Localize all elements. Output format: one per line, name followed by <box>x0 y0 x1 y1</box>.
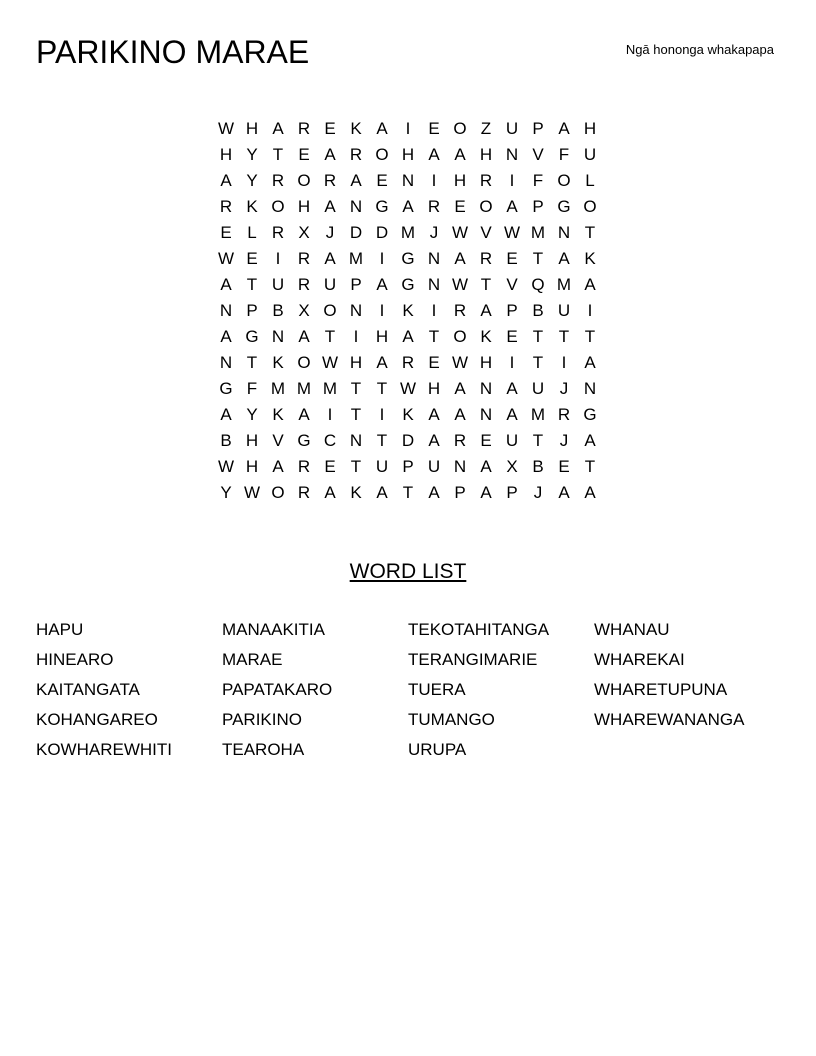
grid-letter: T <box>376 379 388 398</box>
grid-letter: H <box>245 431 259 450</box>
grid-letter: I <box>379 301 385 320</box>
grid-letter: N <box>349 431 363 450</box>
grid-letter: O <box>271 483 285 502</box>
grid-letter: C <box>323 431 337 450</box>
grid-letter: R <box>323 171 337 190</box>
grid-letter: B <box>272 301 284 320</box>
word-list-item: URUPA <box>408 740 467 759</box>
grid-letter: T <box>584 457 596 476</box>
grid-letter: V <box>532 145 544 164</box>
grid-letter: T <box>584 327 596 346</box>
word-list-item: KOHANGAREO <box>36 710 158 729</box>
grid-letter: T <box>376 431 388 450</box>
grid-letter: R <box>479 171 493 190</box>
grid-letter: D <box>401 431 415 450</box>
grid-letter: D <box>375 223 389 242</box>
grid-letter: H <box>297 197 311 216</box>
grid-letter: O <box>271 197 285 216</box>
word-list-heading: WORD LIST <box>349 560 467 583</box>
grid-letter: X <box>506 457 518 476</box>
grid-letter: O <box>479 197 493 216</box>
grid-letter: A <box>324 197 336 216</box>
grid-letter: A <box>480 483 492 502</box>
grid-letter: L <box>247 223 257 242</box>
grid-row <box>213 194 603 220</box>
word-list-item: TEAROHA <box>222 740 305 759</box>
grid-letter: E <box>324 457 336 476</box>
grid-letter: T <box>272 145 284 164</box>
grid-letter: A <box>402 197 414 216</box>
grid-letter: W <box>503 223 521 242</box>
grid-letter: R <box>297 457 311 476</box>
word-list-item: TERANGIMARIE <box>408 650 538 669</box>
grid-letter: I <box>509 171 515 190</box>
grid-letter: E <box>558 457 570 476</box>
grid-letter: P <box>506 301 518 320</box>
grid-row <box>213 480 603 506</box>
grid-letter: A <box>376 275 388 294</box>
grid-letter: E <box>480 431 492 450</box>
grid-letter: R <box>349 145 363 164</box>
word-list-item: WHAREWANANGA <box>594 710 745 729</box>
word-list-item: MARAE <box>222 650 283 669</box>
grid-letter: M <box>400 223 416 242</box>
grid-letter: H <box>349 353 363 372</box>
grid-letter: R <box>453 301 467 320</box>
grid-letter: E <box>428 353 440 372</box>
grid-letter: B <box>532 457 544 476</box>
grid-letter: T <box>532 353 544 372</box>
grid-row <box>213 324 603 350</box>
grid-row <box>213 454 603 480</box>
grid-letter: B <box>532 301 544 320</box>
grid-letter: T <box>532 327 544 346</box>
word-list-item: HAPU <box>36 620 84 639</box>
grid-letter: J <box>559 379 569 398</box>
grid-letter: O <box>557 171 571 190</box>
grid-letter: W <box>451 275 469 294</box>
grid-letter: G <box>557 197 571 216</box>
grid-letter: T <box>246 353 258 372</box>
grid-letter: I <box>275 249 281 268</box>
grid-letter: A <box>220 275 232 294</box>
grid-letter: N <box>427 249 441 268</box>
grid-letter: O <box>323 301 337 320</box>
grid-letter: E <box>324 119 336 138</box>
grid-letter: A <box>558 119 570 138</box>
grid-letter: O <box>453 119 467 138</box>
grid-letter: V <box>506 275 518 294</box>
grid-letter: A <box>324 145 336 164</box>
grid-letter: A <box>428 145 440 164</box>
grid-letter: R <box>297 249 311 268</box>
grid-letter: J <box>533 483 543 502</box>
grid-letter: A <box>454 249 466 268</box>
grid-letter: W <box>399 379 417 398</box>
grid-letter: A <box>376 483 388 502</box>
grid-letter: T <box>480 275 492 294</box>
grid-letter: U <box>583 145 597 164</box>
grid-row <box>213 116 603 142</box>
grid-letter: R <box>453 431 467 450</box>
grid-letter: U <box>323 275 337 294</box>
grid-letter: K <box>246 197 258 216</box>
grid-letter: J <box>429 223 439 242</box>
grid-letter: M <box>270 379 286 398</box>
grid-letter: W <box>451 223 469 242</box>
grid-letter: I <box>431 171 437 190</box>
grid-row <box>213 142 603 168</box>
grid-letter: E <box>428 119 440 138</box>
grid-letter: X <box>298 301 310 320</box>
grid-letter: U <box>505 119 519 138</box>
word-list-item: KOWHAREWHITI <box>36 740 172 759</box>
grid-letter: G <box>245 327 259 346</box>
word-list-item: PARIKINO <box>222 710 302 729</box>
grid-letter: W <box>217 457 235 476</box>
grid-letter: F <box>532 171 544 190</box>
grid-letter: T <box>246 275 258 294</box>
grid-letter: A <box>220 405 232 424</box>
grid-letter: H <box>453 171 467 190</box>
grid-letter: A <box>272 457 284 476</box>
grid-letter: R <box>401 353 415 372</box>
grid-letter: V <box>480 223 492 242</box>
grid-letter: H <box>479 353 493 372</box>
grid-letter: A <box>298 405 310 424</box>
grid-letter: A <box>350 171 362 190</box>
grid-letter: K <box>402 301 414 320</box>
word-list-item: HINEARO <box>36 650 114 669</box>
grid-letter: Q <box>531 275 545 294</box>
grid-letter: I <box>327 405 333 424</box>
grid-letter: R <box>271 223 285 242</box>
grid-row <box>213 376 603 402</box>
grid-letter: T <box>402 483 414 502</box>
grid-letter: Y <box>246 171 258 190</box>
page-subtitle: Ngā hononga whakapapa <box>625 42 774 57</box>
grid-letter: I <box>353 327 359 346</box>
grid-letter: K <box>402 405 414 424</box>
page-title: PARIKINO MARAE <box>36 34 310 70</box>
grid-letter: R <box>219 197 233 216</box>
grid-letter: O <box>583 197 597 216</box>
grid-letter: T <box>558 327 570 346</box>
word-list-item: MANAAKITIA <box>222 620 325 639</box>
grid-letter: A <box>454 145 466 164</box>
grid-letter: T <box>350 405 362 424</box>
grid-letter: W <box>321 353 339 372</box>
grid-letter: H <box>245 119 259 138</box>
grid-row <box>213 220 603 246</box>
grid-letter: B <box>220 431 232 450</box>
grid-letter: A <box>324 483 336 502</box>
grid-letter: N <box>505 145 519 164</box>
grid-letter: R <box>297 483 311 502</box>
grid-letter: Y <box>246 145 258 164</box>
grid-letter: A <box>324 249 336 268</box>
grid-letter: A <box>298 327 310 346</box>
grid-letter: M <box>556 275 572 294</box>
grid-letter: R <box>479 249 493 268</box>
grid-letter: A <box>506 379 518 398</box>
grid-letter: E <box>506 249 518 268</box>
grid-letter: P <box>532 119 544 138</box>
grid-letter: T <box>324 327 336 346</box>
grid-letter: K <box>272 353 284 372</box>
grid-letter: O <box>297 353 311 372</box>
grid-letter: H <box>583 119 597 138</box>
grid-letter: T <box>584 223 596 242</box>
grid-letter: A <box>220 171 232 190</box>
grid-letter: F <box>246 379 258 398</box>
grid-letter: U <box>531 379 545 398</box>
grid-letter: T <box>350 379 362 398</box>
word-list-item: PAPATAKARO <box>222 680 333 699</box>
grid-letter: A <box>376 353 388 372</box>
grid-letter: N <box>479 379 493 398</box>
grid-letter: X <box>298 223 310 242</box>
grid-letter: Z <box>480 119 492 138</box>
grid-letter: P <box>402 457 414 476</box>
grid-letter: H <box>401 145 415 164</box>
grid-row <box>213 350 603 376</box>
grid-letter: R <box>297 275 311 294</box>
grid-letter: R <box>271 171 285 190</box>
grid-letter: M <box>530 405 546 424</box>
grid-letter: G <box>401 249 415 268</box>
word-list-item: WHAREKAI <box>594 650 685 669</box>
grid-letter: I <box>561 353 567 372</box>
grid-letter: U <box>271 275 285 294</box>
grid-letter: E <box>376 171 388 190</box>
grid-letter: H <box>219 145 233 164</box>
grid-letter: D <box>349 223 363 242</box>
word-search-grid <box>213 116 603 506</box>
grid-letter: O <box>453 327 467 346</box>
word-list-item: TUERA <box>408 680 466 699</box>
grid-letter: R <box>427 197 441 216</box>
grid-letter: V <box>272 431 284 450</box>
grid-letter: H <box>427 379 441 398</box>
grid-letter: M <box>322 379 338 398</box>
grid-letter: H <box>479 145 493 164</box>
grid-letter: E <box>298 145 310 164</box>
grid-letter: A <box>584 353 596 372</box>
grid-letter: F <box>558 145 570 164</box>
grid-letter: W <box>217 119 235 138</box>
grid-letter: U <box>557 301 571 320</box>
grid-letter: W <box>451 353 469 372</box>
grid-letter: U <box>375 457 389 476</box>
grid-letter: H <box>375 327 389 346</box>
grid-letter: I <box>405 119 411 138</box>
grid-letter: G <box>401 275 415 294</box>
grid-letter: I <box>379 405 385 424</box>
grid-letter: A <box>506 405 518 424</box>
grid-letter: A <box>428 405 440 424</box>
grid-letter: I <box>509 353 515 372</box>
word-list <box>36 618 796 768</box>
grid-letter: N <box>349 301 363 320</box>
grid-letter: E <box>246 249 258 268</box>
word-list-item: KAITANGATA <box>36 680 140 699</box>
grid-letter: Y <box>246 405 258 424</box>
grid-letter: A <box>480 457 492 476</box>
grid-letter: A <box>454 405 466 424</box>
grid-letter: N <box>479 405 493 424</box>
grid-letter: W <box>243 483 261 502</box>
grid-letter: A <box>402 327 414 346</box>
grid-row <box>213 298 603 324</box>
word-list-item: TEKOTAHITANGA <box>408 620 550 639</box>
word-list-item: TUMANGO <box>408 710 495 729</box>
grid-letter: A <box>428 431 440 450</box>
grid-letter: N <box>219 301 233 320</box>
grid-letter: T <box>350 457 362 476</box>
grid-row <box>213 246 603 272</box>
grid-letter: A <box>558 249 570 268</box>
grid-letter: E <box>220 223 232 242</box>
grid-letter: A <box>220 327 232 346</box>
grid-letter: L <box>585 171 595 190</box>
grid-letter: P <box>532 197 544 216</box>
grid-letter: T <box>428 327 440 346</box>
grid-letter: Y <box>220 483 232 502</box>
grid-letter: A <box>480 301 492 320</box>
grid-letter: K <box>350 119 362 138</box>
grid-letter: T <box>532 249 544 268</box>
grid-row <box>213 428 603 454</box>
grid-letter: N <box>349 197 363 216</box>
grid-letter: K <box>480 327 492 346</box>
grid-letter: N <box>271 327 285 346</box>
grid-letter: N <box>557 223 571 242</box>
grid-letter: A <box>376 119 388 138</box>
grid-letter: P <box>454 483 466 502</box>
word-list-item: WHARETUPUNA <box>594 680 728 699</box>
grid-letter: W <box>217 249 235 268</box>
grid-letter: T <box>532 431 544 450</box>
grid-row <box>213 168 603 194</box>
grid-letter: K <box>584 249 596 268</box>
grid-letter: N <box>219 353 233 372</box>
grid-letter: E <box>454 197 466 216</box>
grid-letter: N <box>583 379 597 398</box>
grid-letter: I <box>431 301 437 320</box>
grid-letter: J <box>559 431 569 450</box>
grid-letter: P <box>350 275 362 294</box>
grid-letter: O <box>297 171 311 190</box>
grid-row <box>213 272 603 298</box>
grid-letter: H <box>245 457 259 476</box>
grid-letter: A <box>454 379 466 398</box>
grid-letter: A <box>584 275 596 294</box>
grid-letter: K <box>272 405 284 424</box>
grid-letter: A <box>584 483 596 502</box>
grid-letter: I <box>379 249 385 268</box>
grid-letter: K <box>350 483 362 502</box>
grid-letter: G <box>297 431 311 450</box>
grid-letter: U <box>427 457 441 476</box>
grid-letter: G <box>375 197 389 216</box>
grid-letter: N <box>427 275 441 294</box>
grid-row <box>213 402 603 428</box>
grid-letter: A <box>584 431 596 450</box>
grid-letter: P <box>506 483 518 502</box>
grid-letter: A <box>272 119 284 138</box>
grid-letter: N <box>453 457 467 476</box>
grid-letter: A <box>428 483 440 502</box>
word-list-item: WHANAU <box>594 620 670 639</box>
grid-letter: M <box>530 223 546 242</box>
grid-letter: P <box>246 301 258 320</box>
grid-letter: A <box>558 483 570 502</box>
grid-letter: M <box>296 379 312 398</box>
grid-letter: E <box>506 327 518 346</box>
grid-letter: N <box>401 171 415 190</box>
grid-letter: U <box>505 431 519 450</box>
grid-letter: G <box>219 379 233 398</box>
grid-letter: M <box>348 249 364 268</box>
grid-letter: G <box>583 405 597 424</box>
grid-letter: I <box>587 301 593 320</box>
grid-letter: A <box>506 197 518 216</box>
grid-letter: R <box>557 405 571 424</box>
grid-letter: J <box>325 223 335 242</box>
grid-letter: O <box>375 145 389 164</box>
grid-letter: R <box>297 119 311 138</box>
